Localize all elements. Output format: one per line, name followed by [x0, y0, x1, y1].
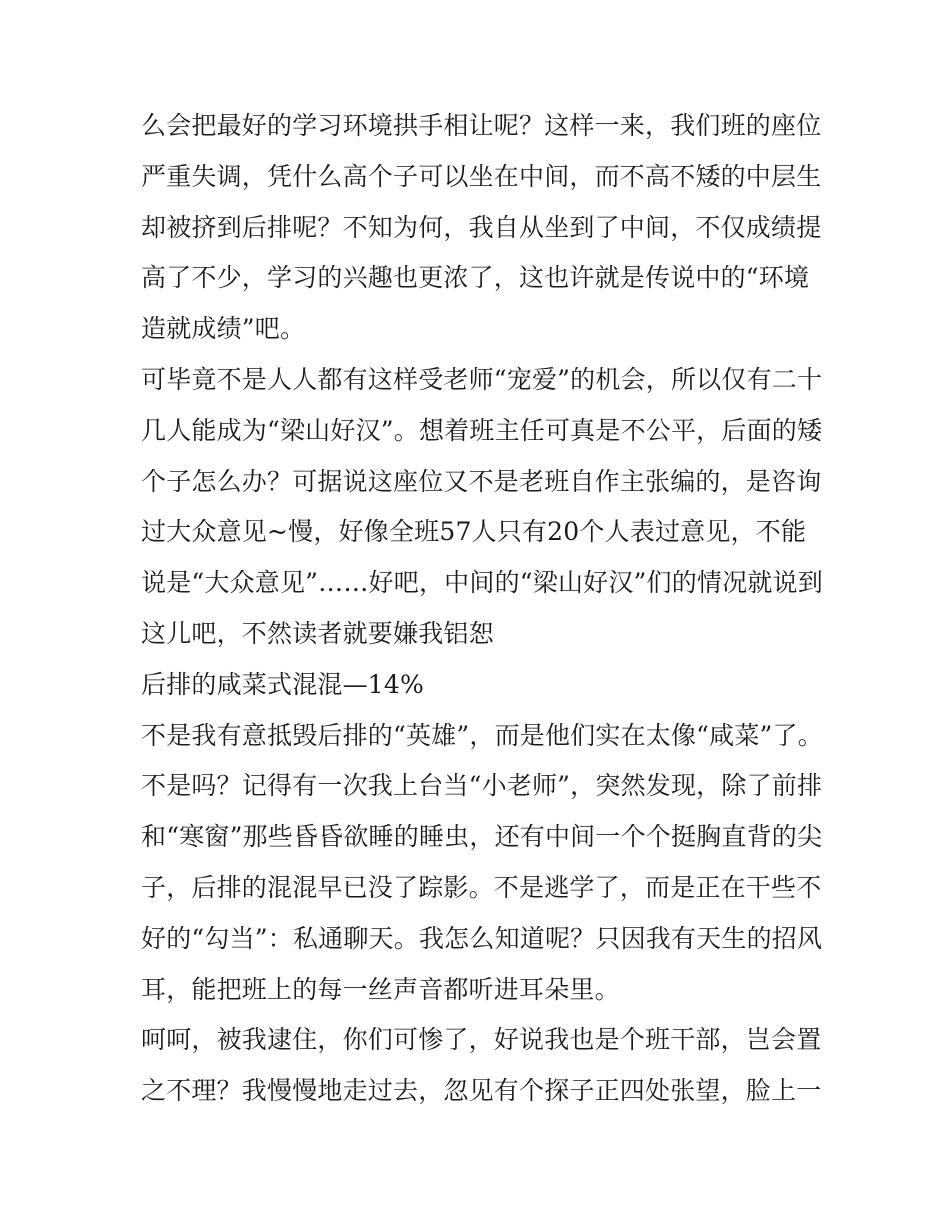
- text-line: 几人能成为“梁山好汉”。想着班主任可真是不公平，后面的矮: [141, 415, 823, 445]
- text-line: 和“寒窗”那些昏昏欲睡的睡虫，还有中间一个个挺胸直背的尖: [141, 822, 823, 852]
- text-line: 呵呵，被我逮住，你们可惨了，好说我也是个班干部，岂会置: [141, 1025, 822, 1055]
- text-line: 之不理？我慢慢地走过去，忽见有个探子正四处张望，脸上一: [141, 1076, 822, 1106]
- text-line: 好的“勾当”：私通聊天。我怎么知道呢？只因我有天生的招风: [141, 923, 823, 953]
- text-line: 子，后排的混混早已没了踪影。不是逃学了，而是正在干些不: [141, 872, 822, 902]
- section-heading: 后排的咸菜式混混—14%: [141, 669, 424, 699]
- text-line: 严重失调，凭什么高个子可以坐在中间，而不高不矮的中层生: [141, 161, 822, 191]
- text-line: 可毕竟不是人人都有这样受老师“宠爱”的机会，所以仅有二十: [141, 364, 823, 394]
- text-line: 这儿吧，不然读者就要嫌我铝恕: [141, 618, 494, 648]
- text-line: 么会把最好的学习环境拱手相让呢？这样一来，我们班的座位: [141, 111, 822, 140]
- text-line: 个子怎么办？可据说这座位又不是老班自作主张编的，是咨询: [141, 466, 822, 496]
- text-line: 说是“大众意见”……好吧，中间的“梁山好汉”们的情况就说到: [141, 568, 823, 598]
- text-line: 不是吗？记得有一次我上台当“小老师”，突然发现，除了前排: [141, 771, 823, 801]
- text-line: 耳，能把班上的每一丝声音都听进耳朵里。: [141, 974, 620, 1004]
- body-text: [141, 101, 821, 1117]
- text-line: 高了不少，学习的兴趣也更浓了，这也许就是传说中的“环境: [141, 263, 810, 293]
- text-line: 造就成绩”吧。: [141, 314, 306, 344]
- text-line: 过大众意见~慢，好像全班57人只有20个人表过意见，不能: [141, 517, 807, 547]
- text-line: 不是我有意抵毁后排的“英雄”，而是他们实在太像“咸菜”了。: [141, 720, 823, 750]
- text-line: 却被挤到后排呢？不知为何，我自从坐到了中间，不仅成绩提: [141, 212, 822, 242]
